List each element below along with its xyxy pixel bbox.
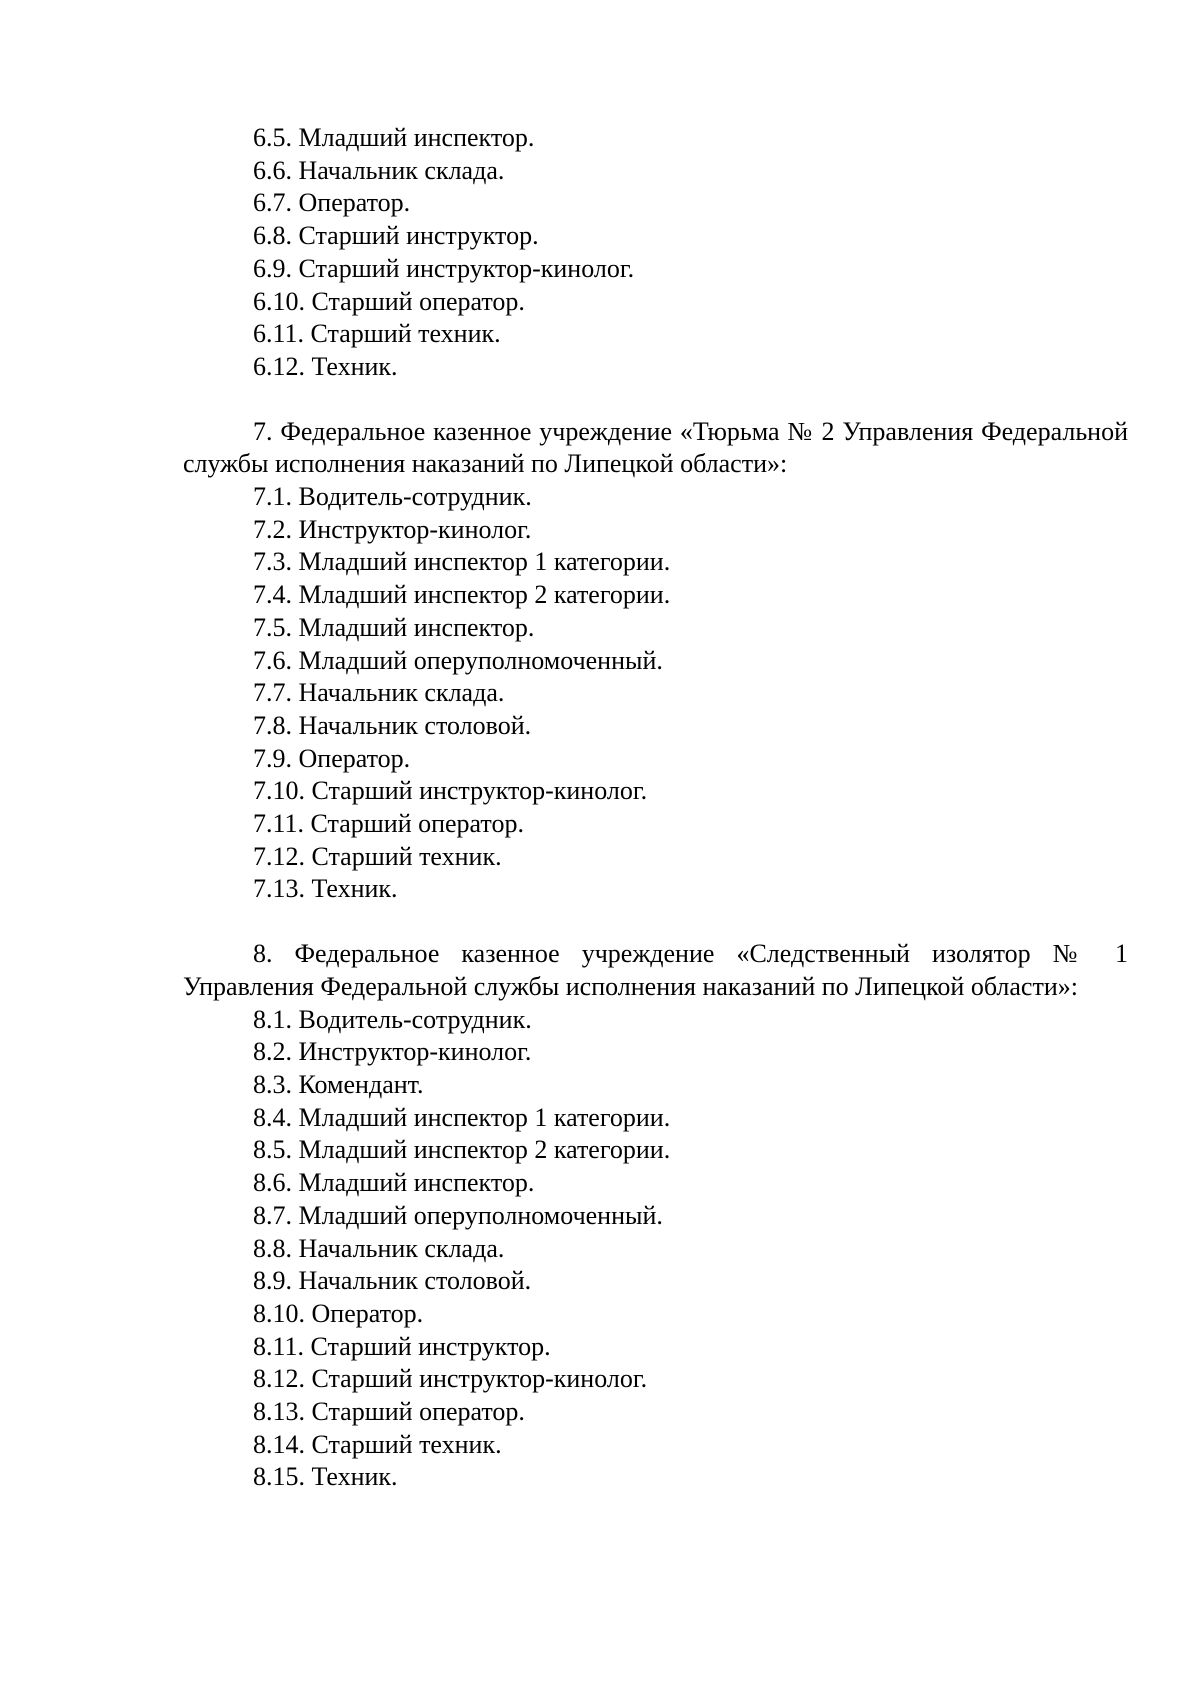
list-item: 7.2. Инструктор-кинолог.: [253, 514, 532, 544]
list-item: 6.7. Оператор.: [253, 188, 411, 218]
section-7-heading: 7. Федеральное казенное учреждение «Тюрьма № 2 Управления Федеральной службы исполнения наказаний по Липецкой области»:: [183, 416, 1128, 479]
document-body: [183, 122, 1128, 1494]
list-item: 8.14. Старший техник.: [253, 1429, 502, 1459]
section-8-heading: 8. Федеральное казенное учреждение «Следственный изолятор № 1 Управления Федеральной службы исполнения наказаний по Липецкой области»:: [183, 939, 1128, 1001]
list-item: 6.9. Старший инструктор-кинолог.: [253, 253, 635, 283]
list-item: 6.6. Начальник склада.: [253, 155, 505, 185]
list-item: 7.4. Младший инспектор 2 категории.: [253, 580, 671, 610]
list-item: 8.5. Младший инспектор 2 категории.: [253, 1135, 671, 1165]
list-item: 7.6. Младший оперуполномоченный.: [253, 645, 663, 675]
list-item: 7.9. Оператор.: [253, 743, 411, 773]
list-item: 7.7. Начальник склада.: [253, 678, 505, 708]
list-item: 8.7. Младший оперуполномоченный.: [253, 1200, 663, 1230]
list-item: 8.12. Старший инструктор-кинолог.: [253, 1364, 648, 1394]
section-7-list: [183, 481, 1128, 906]
list-item: 8.15. Техник.: [253, 1462, 398, 1492]
list-item: 8.6. Младший инспектор.: [253, 1168, 535, 1198]
list-item: 7.12. Старший техник.: [253, 841, 502, 871]
list-item: 7.1. Водитель-сотрудник.: [253, 482, 532, 512]
list-item: 7.11. Старший оператор.: [253, 809, 524, 839]
list-item: 7.3. Младший инспектор 1 категории.: [253, 547, 671, 577]
list-item: 6.12. Техник.: [253, 351, 398, 381]
list-item: 6.10. Старший оператор.: [253, 286, 525, 316]
list-item: 8.3. Комендант.: [253, 1069, 424, 1099]
list-item: 8.2. Инструктор-кинолог.: [253, 1037, 532, 1067]
list-item: 8.10. Оператор.: [253, 1298, 424, 1328]
list-item: 8.9. Начальник столовой.: [253, 1266, 532, 1296]
list-item: 8.13. Старший оператор.: [253, 1397, 525, 1427]
list-item: 8.8. Начальник склада.: [253, 1233, 505, 1263]
list-item: 6.11. Старший техник.: [253, 319, 501, 349]
list-item: 7.13. Техник.: [253, 874, 398, 904]
list-item: 8.11. Старший инструктор.: [253, 1331, 551, 1361]
list-item: 7.10. Старший инструктор-кинолог.: [253, 776, 648, 806]
list-item: 8.1. Водитель-сотрудник.: [253, 1004, 532, 1034]
section-8-list: [183, 1004, 1128, 1495]
list-item: 6.8. Старший инструктор.: [253, 221, 539, 251]
list-item: 7.5. Младший инспектор.: [253, 612, 535, 642]
list-item: 6.5. Младший инспектор.: [253, 123, 535, 152]
list-item: 7.8. Начальник столовой.: [253, 710, 532, 740]
section-6-continued-list: [183, 122, 1128, 384]
list-item: 8.4. Младший инспектор 1 категории.: [253, 1102, 671, 1132]
